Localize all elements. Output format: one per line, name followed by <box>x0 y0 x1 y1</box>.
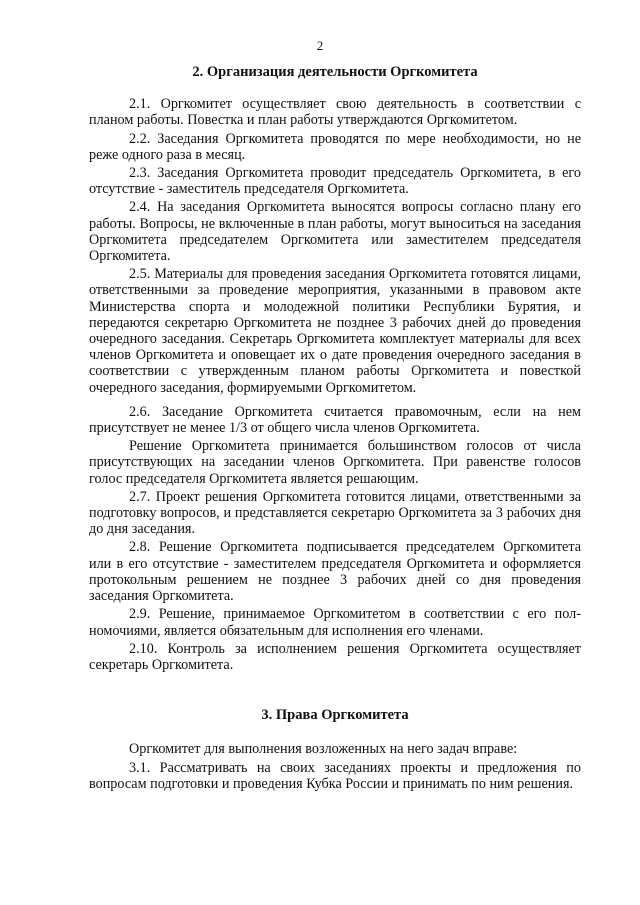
paragraph-2-4: 2.4. На заседания Оргкомитета выносятся вопросы согласно плану его работы. Вопросы, не включенные в план работы, могут выноситься на заседания Оргкомитета председателем Оргкомитета или заместителем председателя Оргкомитета. <box>89 199 581 265</box>
paragraph-3-1: 3.1. Рассматривать на своих заседаниях проекты и предложения по вопросам подготовки и проведения Кубка России и принимать по ним решения. <box>89 759 581 792</box>
document-body <box>89 64 581 794</box>
paragraph-2-10: 2.10. Контроль за исполнением решения Оргкомитета осуществляет секретарь Оргкомитета. <box>89 640 581 673</box>
paragraph-2-3: 2.3. Заседания Оргкомитета проводит председатель Оргкомитета, в его отсутствие - заместитель председателя Оргкомитета. <box>89 165 581 198</box>
paragraph-2-2: 2.2. Заседания Оргкомитета проводятся по мере необходимости, но не реже одного раза в месяц. <box>89 130 581 163</box>
paragraph-2-7: 2.7. Проект решения Оргкомитета готовится лицами, ответственными за подготовку вопросов, и представляется секретарю Оргкомитета за 3 рабочих дня до дня заседания. <box>89 488 581 538</box>
paragraph-2-1: 2.1. Оргкомитет осуществляет свою деятельность в соответствии с планом работы. Повестка и план работы утверждаются Оргкомитетом. <box>89 96 581 129</box>
paragraph-2-9: 2.9. Решение, принимаемое Оргкомитетом в соответствии с его полномочиями, является обязательным для исполнения его членами. <box>89 606 581 639</box>
paragraph-3-intro: Оргкомитет для выполнения возложенных на него задач вправе: <box>129 741 518 758</box>
page-number: 2 <box>316 38 324 53</box>
section-3-title: 3. Права Оргкомитета <box>261 707 409 724</box>
paragraph-2-6: 2.6. Заседание Оргкомитета считается правомочным, если на нем присутствует не менее 1/3 от общего числа членов Оргкомитета. <box>89 403 581 437</box>
paragraph-2-6-decision: Решение Оргкомитета принимается большинством голосов от числа присутствующих на заседании членов Оргкомитета. При равенстве голосов голос председателя Оргкомитета является решающим. <box>89 438 581 487</box>
section-2-title: 2. Организация деятельности Оргкомитета <box>192 64 478 80</box>
paragraph-2-8: 2.8. Решение Оргкомитета подписывается председателем Оргкомитета или в его отсутствие - заместителем председателя Оргкомитета и оформляется протокольным решением не позднее 3 рабочих дней со дня проведения заседания Оргкомитета. <box>89 539 581 605</box>
paragraph-2-5: 2.5. Материалы для проведения заседания Оргкомитета готовятся лицами, ответственными за проведение мероприятия, указанными в правовом акте Министерства спорта и молодежной политики Республики Бурятия, и передаются секретарю Оргкомитета не позднее 3 рабочих дней до проведения очередного заседания. Секретарь Оргкомитета комплектует материалы для всех членов Оргкомитета и оповещает их о дате проведения очередного заседания в соответствии с утвержденным планом работы Оргкомитета и повесткой очередного заседания, формируемыми Оргкомитетом. <box>89 266 581 396</box>
